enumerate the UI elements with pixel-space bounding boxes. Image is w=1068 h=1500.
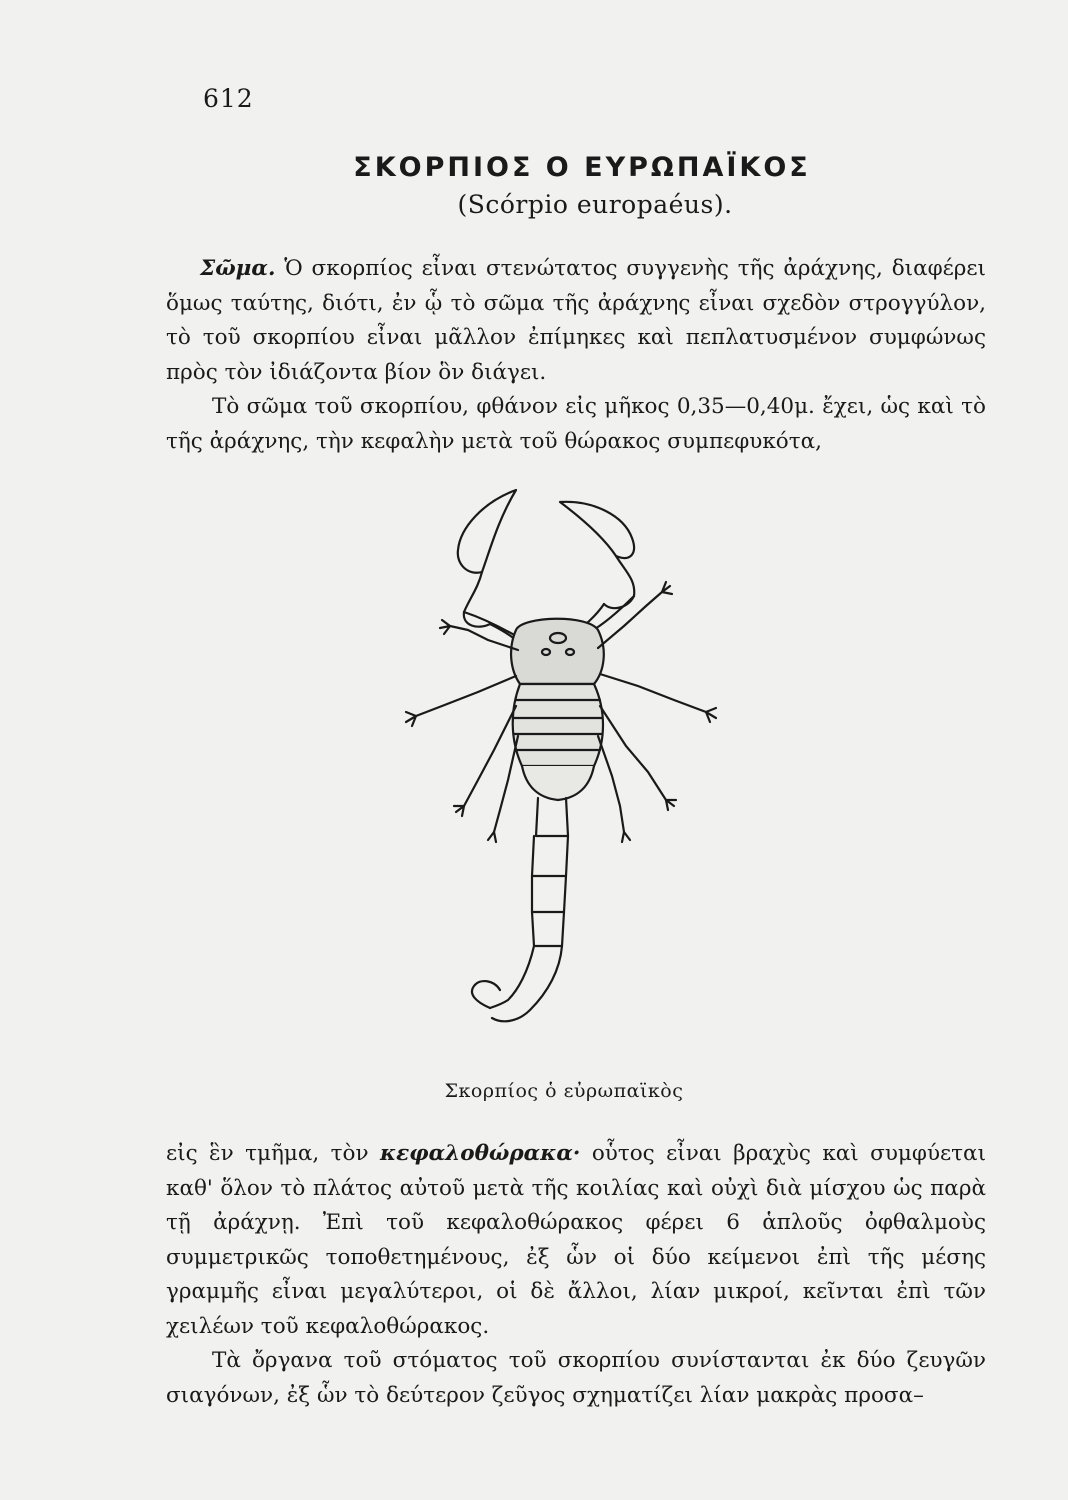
page-subtitle: (Scórpio europaéus).	[457, 190, 733, 219]
term-emphasis: κεφαλοθώρακα·	[379, 1141, 581, 1166]
paragraph-text: οὗτος εἶναι βραχὺς καὶ συμφύεται καθ' ὅλον τὸ πλάτος αὐτοῦ μετὰ τῆς κοιλίας καὶ οὐχὶ διὰ μίσχου ὡς παρὰ τῇ ἀράχνῃ. Ἐπὶ τοῦ κεφαλοθώρακος φέρει 6 ἁπλοῦς ὀφθαλμοὺς συμμετρικῶς τοποθετημένους, ἐξ ὧν οἱ δύο κείμενοι ἐπὶ τῆς μέσης γραμμῆς εἶναι μεγαλύτεροι, οἱ δὲ ἄλλοι, λίαν μικροί, κεῖνται ἐπὶ τῶν χειλέων τοῦ κεφαλοθώρακος.	[166, 1141, 986, 1339]
paragraph-body-cephalothorax	[166, 1137, 986, 1344]
paragraph-body-intro	[166, 252, 986, 390]
paragraph-body-size: Τὸ σῶμα τοῦ σκορπίου, φθάνον εἰς μῆκος 0,35—0,40μ. ἔχει, ὡς καὶ τὸ τῆς ἀράχνης, τὴν κεφαλὴν μετὰ τοῦ θώρακος συμπεφυκότα,	[166, 394, 986, 454]
lead-word: Σῶμα.	[200, 256, 276, 281]
page-number: 612	[203, 84, 254, 113]
left-claw-icon	[458, 490, 516, 573]
scorpion-illustration	[398, 480, 738, 1040]
figure-caption: Σκορπίος ὁ εὐρωπαϊκὸς	[444, 1080, 684, 1102]
right-claw-icon	[560, 502, 634, 558]
paragraph-body-mouthparts: Τὰ ὄργανα τοῦ στόματος τοῦ σκορπίου συνίστανται ἐκ δύο ζευγῶν σιαγόνων, ἐξ ὧν τὸ δεύτερον ζεῦγος σχηματίζει λίαν μακρὰς προσα–	[166, 1348, 986, 1408]
page-title: ΣΚΟΡΠΙΟΣ Ο ΕΥΡΩΠΑΪΚΟΣ	[353, 152, 811, 183]
paragraph-text: εἰς ἓν τμῆμα, τὸν	[166, 1141, 380, 1166]
stinger-icon	[472, 981, 500, 1008]
paragraph-text: Ὁ σκορπίος εἶναι στενώτατος συγγενὴς τῆς ἀράχνης, διαφέρει ὅμως ταύτης, διότι, ἐν ᾧ τὸ σῶμα τῆς ἀράχνης εἶναι σχεδὸν στρογγύλον, τὸ τοῦ σκορπίου εἶναι μᾶλλον ἐπίμηκες καὶ πεπλατυσμένον συμφώνως πρὸς τὸν ἰδιάζοντα βίον ὃν διάγει.	[166, 256, 986, 385]
